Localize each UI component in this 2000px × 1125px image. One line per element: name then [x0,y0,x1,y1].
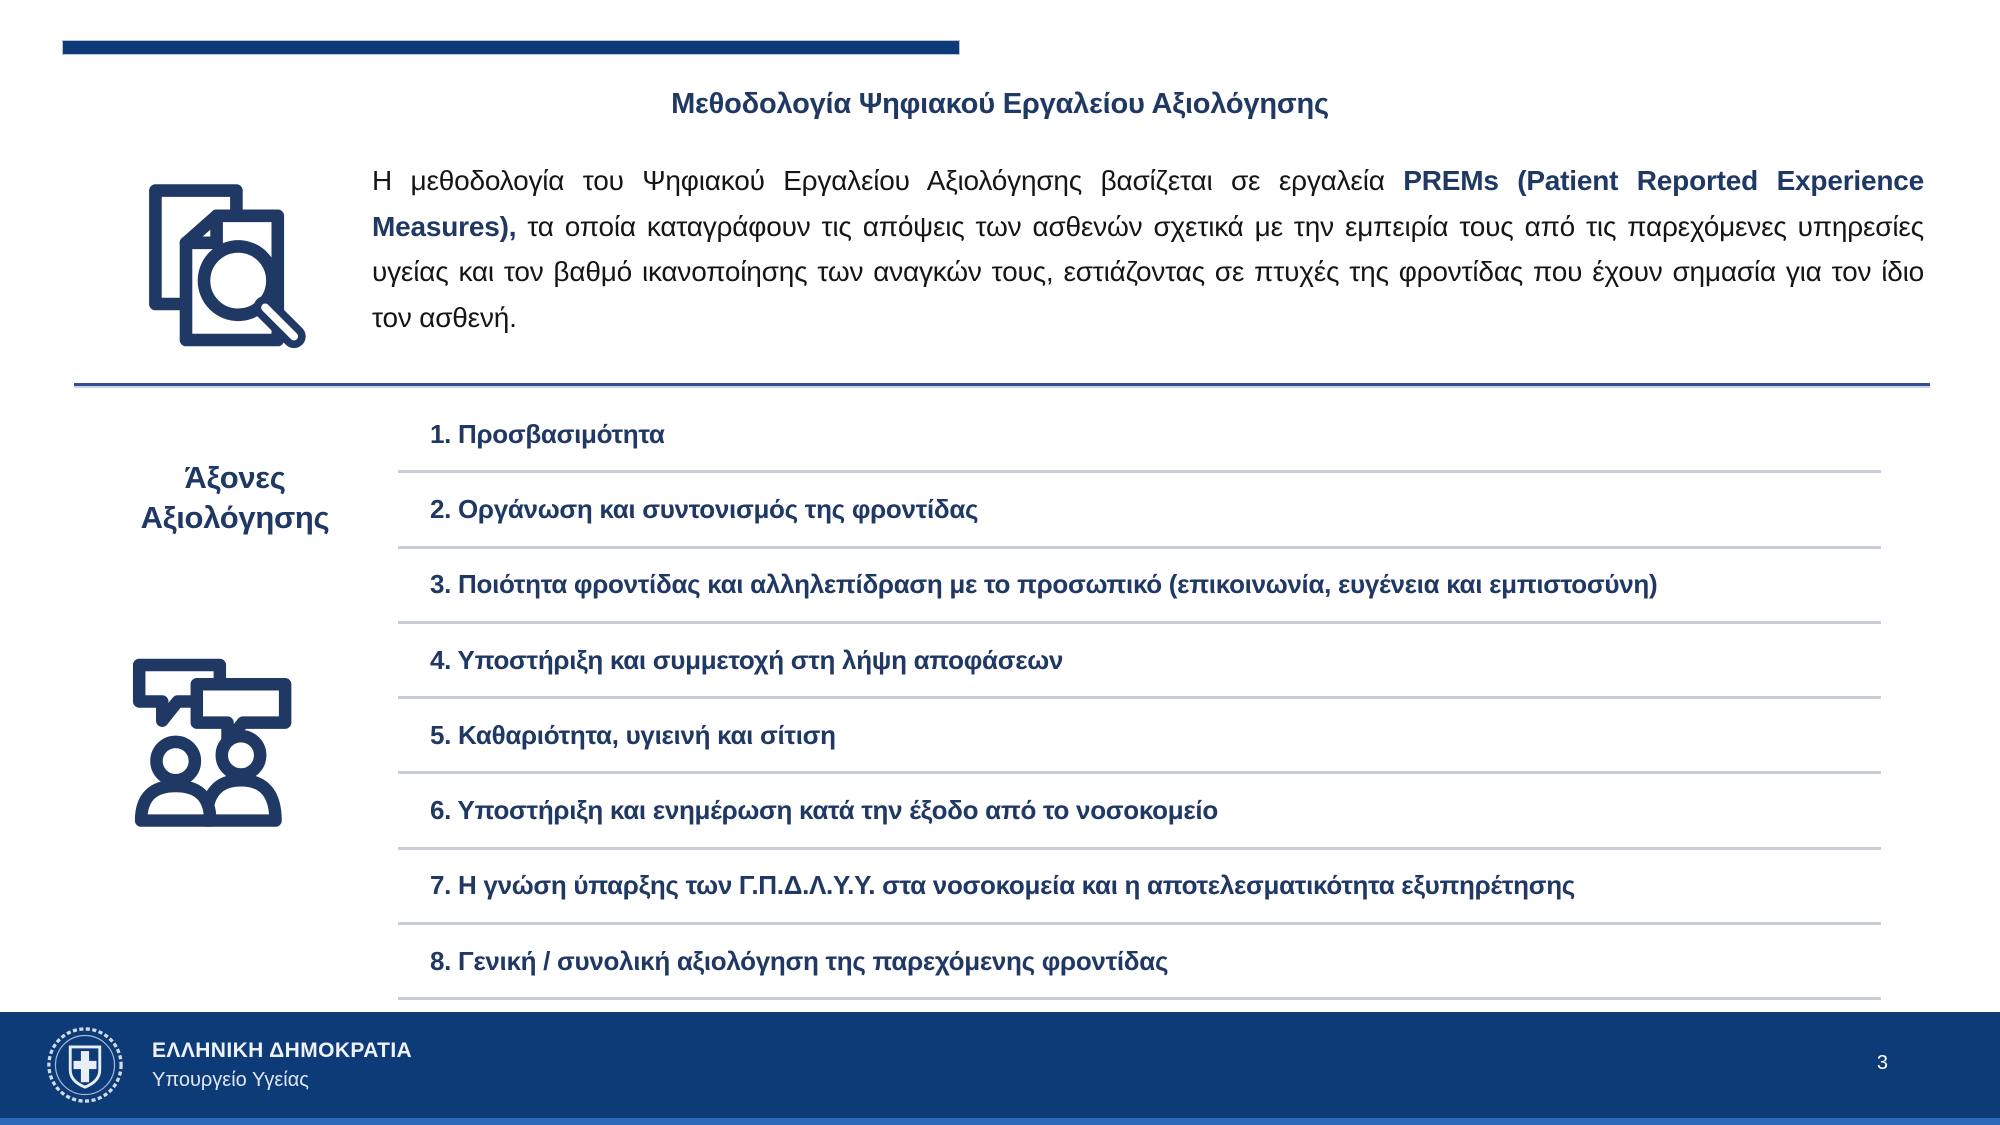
intro-text-before: Η μεθοδολογία του Ψηφιακού Εργαλείου Αξιολόγησης βασίζεται σε εργαλεία [372,165,1385,196]
section-divider [74,383,1930,386]
intro-text-after: τα οποία καταγράφουν τις απόψεις των ασθενών σχετικά με την εμπειρία τους από τις παρεχόμενες υπηρεσίες υγείας και τον βαθμό ικανοποίησης των αναγκών τους, εστιάζοντας σε πτυχές της φροντίδας που έχουν σημασία για τον ίδιο τον ασθενή. [372,210,1924,333]
documents-with-magnifier-icon [128,178,316,358]
axes-item-label: 3. Ποιότητα φροντίδας και αλληλεπίδραση με το προσωπικό (επικοινωνία, ευγένεια και εμπιστοσύνη) [430,569,1658,600]
axes-item-label: 7. Η γνώση ύπαρξης των Γ.Π.Δ.Λ.Υ.Υ. στα νοσοκομεία και η αποτελεσματικότητα εξυπηρέτησης [430,870,1576,901]
axes-item-6 [398,774,1881,849]
footer-text-block [152,1039,412,1092]
axes-item-5 [398,699,1881,774]
intro-paragraph [372,158,1924,340]
axes-item-7 [398,850,1881,925]
slide-title: Μεθοδολογία Ψηφιακού Εργαλείου Αξιολόγησης [671,88,1329,120]
axes-item-label: 5. Καθαριότητα, υγιεινή και σίτιση [430,719,836,750]
axes-label: Άξονες Αξιολόγησης [140,460,330,535]
greek-coat-of-arms-logo [44,1024,126,1106]
axes-item-label: 1. Προσβασιμότητα [430,418,665,449]
axes-item-label: 8. Γενική / συνολική αξιολόγηση της παρεχόμενης φροντίδας [430,945,1169,976]
intro-highlight: PREMs (Patient Reported Experience Measures), [372,165,1924,242]
axes-list [398,398,1881,1000]
footer-org-name: ΕΛΛΗΝΙΚΗ ΔΗΜΟΚΡΑΤΙΑ [152,1038,413,1062]
footer-band [0,1012,2000,1118]
axes-item-label: 4. Υποστήριξη και συμμετοχή στη λήψη αποφάσεων [430,644,1064,675]
axes-item-8 [398,925,1881,1000]
axes-item-1 [398,398,1881,473]
axes-item-label: 2. Οργάνωση και συντονισμός της φροντίδας [430,493,979,524]
two-people-conversation-icon [120,642,312,834]
top-accent-bar [62,40,960,55]
axes-item-2 [398,473,1881,548]
page-number: 3 [1876,1052,1888,1074]
footer-ministry-name: Υπουργείο Υγείας [152,1068,309,1091]
axes-item-label: 6. Υποστήριξη και ενημέρωση κατά την έξοδο από το νοσοκομείο [430,795,1218,826]
axes-item-3 [398,549,1881,624]
axes-item-4 [398,624,1881,699]
bottom-accent-strip [0,1118,2000,1125]
